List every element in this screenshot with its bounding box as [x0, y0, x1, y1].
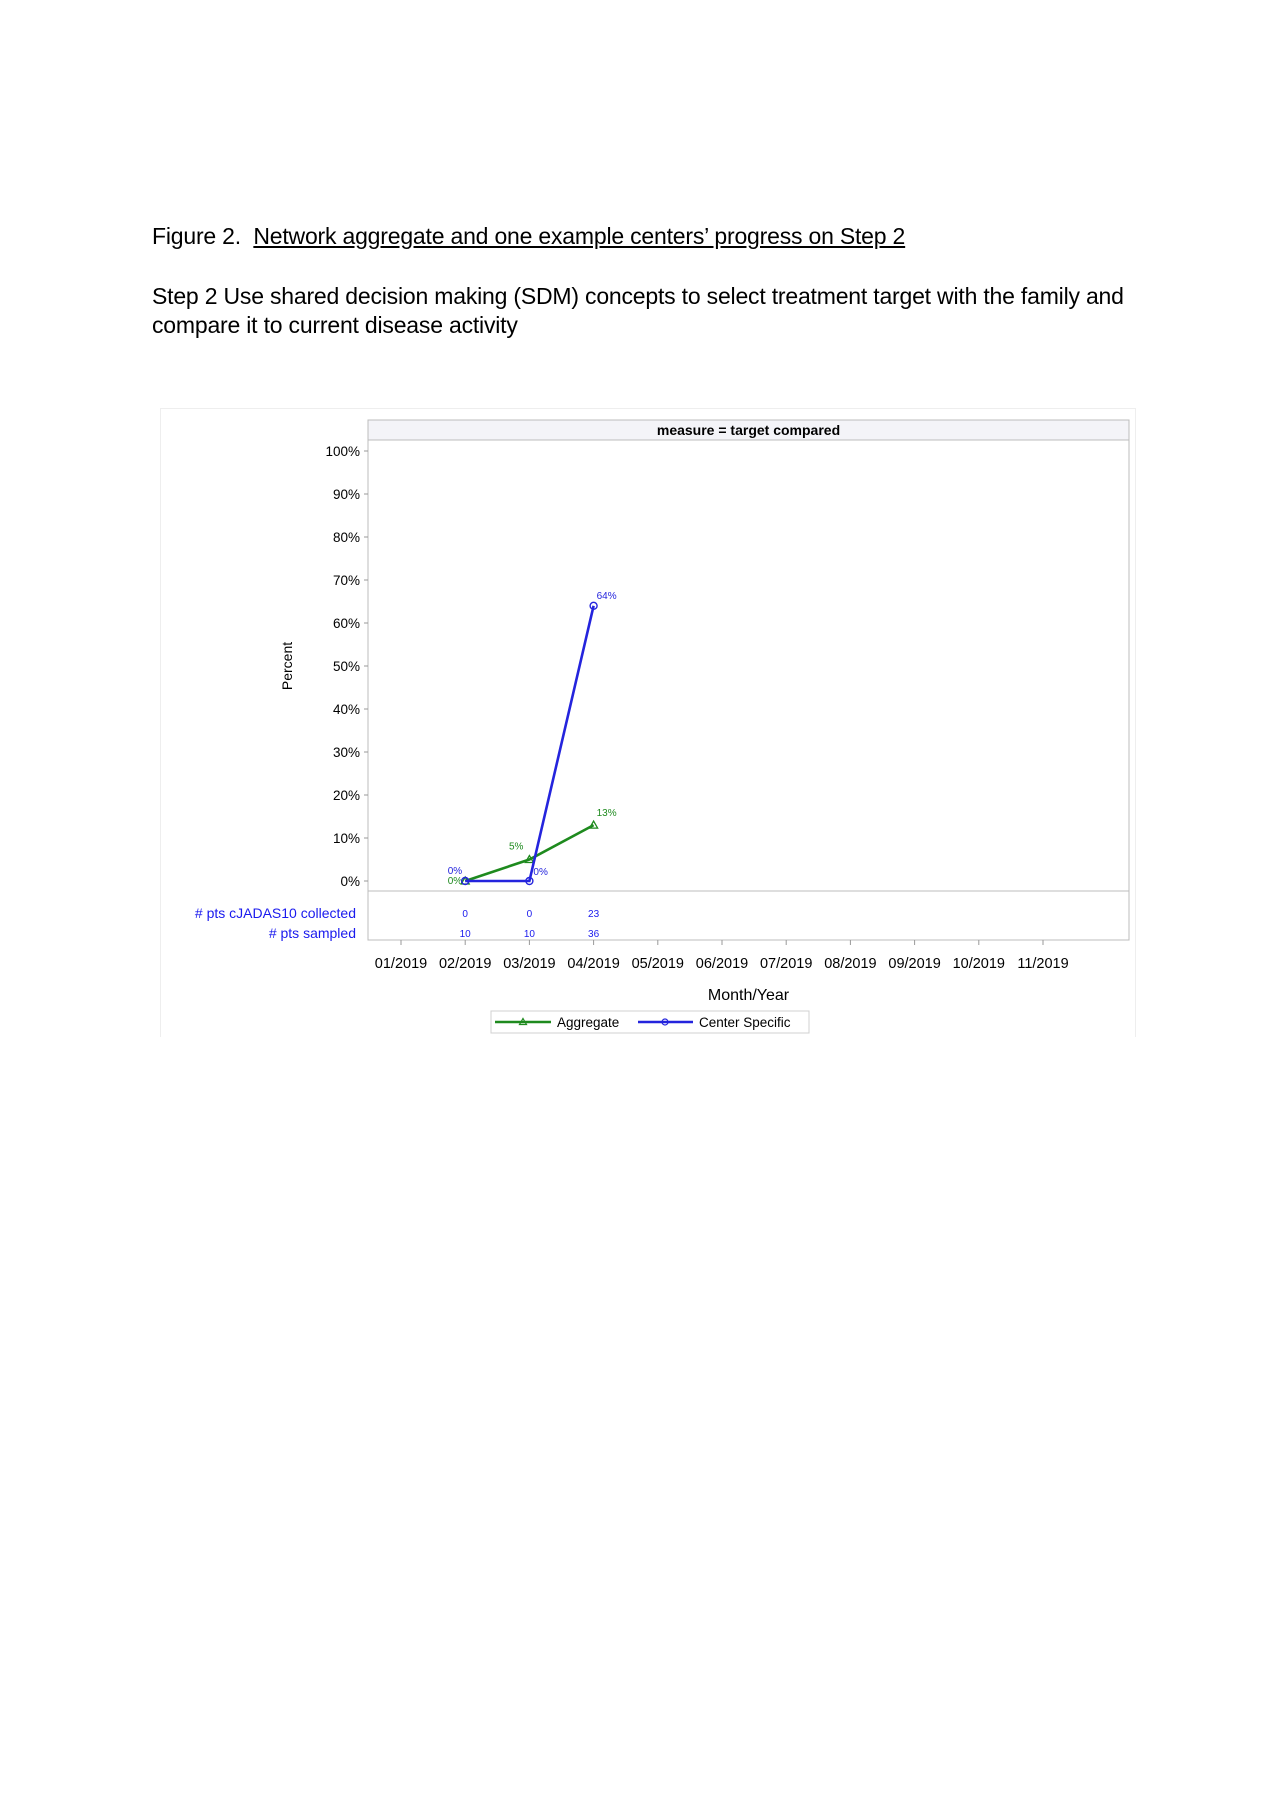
y-tick-label: 60% — [332, 616, 360, 631]
x-tick-label: 10/2019 — [952, 956, 1006, 972]
x-tick-label: 11/2019 — [1017, 956, 1069, 972]
series-line-1 — [465, 606, 593, 881]
y-axis-label: Percent — [279, 641, 295, 691]
x-tick-label: 02/2019 — [438, 956, 492, 972]
y-tick-label: 100% — [325, 444, 360, 459]
figure-frame — [160, 408, 1136, 1037]
table-cell: 23 — [588, 909, 600, 920]
y-tick-label: 20% — [332, 788, 360, 803]
x-tick-label: 08/2019 — [824, 956, 877, 972]
y-tick-label: 40% — [332, 702, 360, 717]
x-axis-label: Month/Year — [707, 987, 790, 1004]
data-label: 0% — [533, 867, 548, 878]
table-cell: 0 — [526, 909, 533, 920]
y-tick-label: 80% — [332, 530, 360, 545]
figure-title: Network aggregate and one example centers’ progress on Step 2 — [253, 223, 906, 249]
y-tick-label: 50% — [332, 659, 360, 674]
y-tick-label: 90% — [332, 487, 360, 502]
table-cell: 10 — [459, 929, 471, 940]
table-cell: 0 — [462, 909, 468, 920]
x-tick-label: 05/2019 — [631, 956, 685, 972]
data-label: 0% — [447, 866, 463, 877]
x-tick-label: 03/2019 — [503, 956, 556, 972]
x-tick-label: 09/2019 — [888, 956, 941, 972]
step-description: Step 2 Use shared decision making (SDM) concepts to select treatment target with the family and compare it to current disease activity — [152, 283, 1124, 338]
x-tick-label: 04/2019 — [567, 956, 620, 972]
x-tick-label: 01/2019 — [374, 956, 428, 972]
data-label: 0% — [447, 876, 463, 887]
panel-title: measure = target compared — [656, 422, 841, 438]
table-row-label: # pts sampled — [268, 925, 356, 941]
line-chart — [161, 409, 1135, 1037]
y-tick-label: 30% — [332, 745, 360, 760]
figure-label: Figure 2. — [152, 223, 241, 249]
data-label: 13% — [596, 808, 617, 820]
series-line-0 — [465, 825, 593, 881]
y-tick-label: 10% — [332, 831, 360, 846]
x-tick-label: 07/2019 — [759, 956, 813, 972]
table-cell: 10 — [523, 929, 535, 940]
data-point — [590, 821, 598, 828]
y-tick-label: 0% — [340, 874, 360, 889]
x-tick-label: 06/2019 — [695, 956, 749, 972]
table-row-label: # pts cJADAS10 collected — [194, 905, 356, 921]
legend-center-label: Center Specific — [699, 1015, 791, 1030]
figure-caption — [152, 222, 905, 250]
table-cell: 36 — [588, 929, 600, 940]
y-tick-label: 70% — [332, 573, 360, 588]
data-label: 64% — [596, 590, 617, 602]
data-label: 5% — [508, 841, 524, 853]
legend-aggregate-label: Aggregate — [557, 1015, 620, 1030]
plot-frame — [368, 420, 1129, 940]
